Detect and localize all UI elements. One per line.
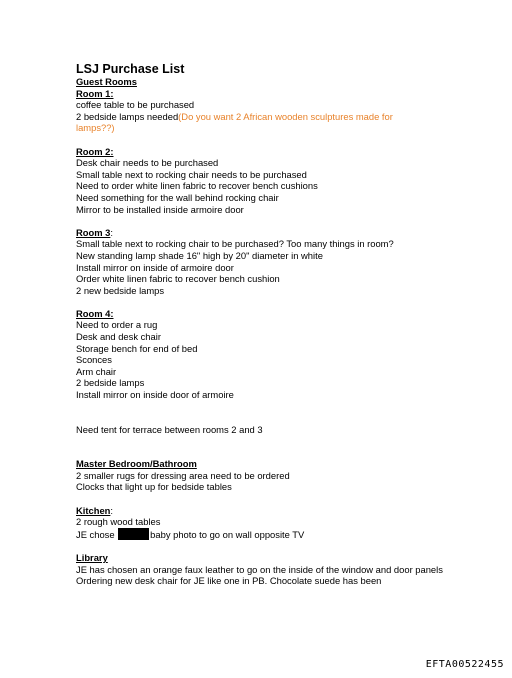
kitchen-heading-suffix: : [110,504,113,516]
guest-rooms-heading: Guest Rooms [76,76,137,87]
spacer [76,540,456,552]
room1-line-1: coffee table to be purchased [76,99,195,111]
room3-heading: Room 3 [76,226,111,238]
room1-heading: Room 1: [76,87,114,99]
page-title: LSJ Purchase List [76,62,185,76]
room2-heading: Room 2: [76,145,114,157]
room2-line-3: Need to order white linen fabric to recover bench cushions [76,180,318,192]
room4-heading: Room 4: [76,307,114,319]
redaction-box [118,528,149,540]
room4-line-1: Need to order a rug [76,319,158,331]
master-line-1: 2 smaller rugs for dressing area need to be ordered [76,469,290,481]
room4-line-5: Arm chair [76,365,117,377]
room2-line-5: Mirror to be installed inside armoire door [76,203,244,215]
room2-line-4: Need something for the wall behind rocking chair [76,191,279,203]
room2-line-2: Small table next to rocking chair needs to be purchased [76,168,307,180]
kitchen-line-2 [76,528,456,541]
room3-heading-suffix: : [110,226,113,238]
library-heading: Library [76,551,108,563]
room3-line-3: Install mirror on inside of armoire door [76,261,234,273]
room4-line-2: Desk and desk chair [76,331,161,343]
kitchen-heading-line [76,505,456,517]
room1-lamps-note: (Do you want 2 African wooden sculptures made for lamps??) [76,110,393,134]
room3-heading-line [76,227,456,239]
tent-note: Need tent for terrace between rooms 2 and 3 [76,423,263,435]
spacer [76,401,456,424]
room4-line-6: 2 bedside lamps [76,377,145,389]
room1-lamps-line [76,111,421,134]
room4-line-7: Install mirror on inside door of armoire [76,389,234,401]
library-line-2: Ordering new desk chair for JE like one in PB. Chocolate suede has been [76,575,382,587]
spacer [76,435,456,458]
room3-line-5: 2 new bedside lamps [76,284,165,296]
spacer [76,296,456,308]
room3-line-2: New standing lamp shade 16" high by 20" diameter in white [76,249,323,261]
master-heading: Master Bedroom/Bathroom [76,458,197,470]
room2-line-1: Desk chair needs to be purchased [76,157,219,169]
library-line-1: JE has chosen an orange faux leather to go on the inside of the window and door panels [76,563,443,575]
kitchen-line-2-after: baby photo to go on wall opposite TV [150,528,305,540]
room1-lamps-text: 2 bedside lamps needed [76,110,179,122]
kitchen-line-1: 2 rough wood tables [76,516,161,528]
master-line-2: Clocks that light up for bedside tables [76,481,232,493]
room4-line-4: Sconces [76,354,112,366]
kitchen-heading: Kitchen [76,504,111,516]
document-body [76,62,456,587]
spacer [76,215,456,227]
spacer [76,134,456,146]
room3-line-4: Order white linen fabric to recover bench cushion [76,273,280,285]
spacer [76,493,456,505]
document-id: EFTA00522455 [425,659,504,670]
room4-line-3: Storage bench for end of bed [76,342,198,354]
room3-line-1: Small table next to rocking chair to be purchased? Too many things in room? [76,238,394,250]
kitchen-line-2-before: JE chose [76,528,115,540]
